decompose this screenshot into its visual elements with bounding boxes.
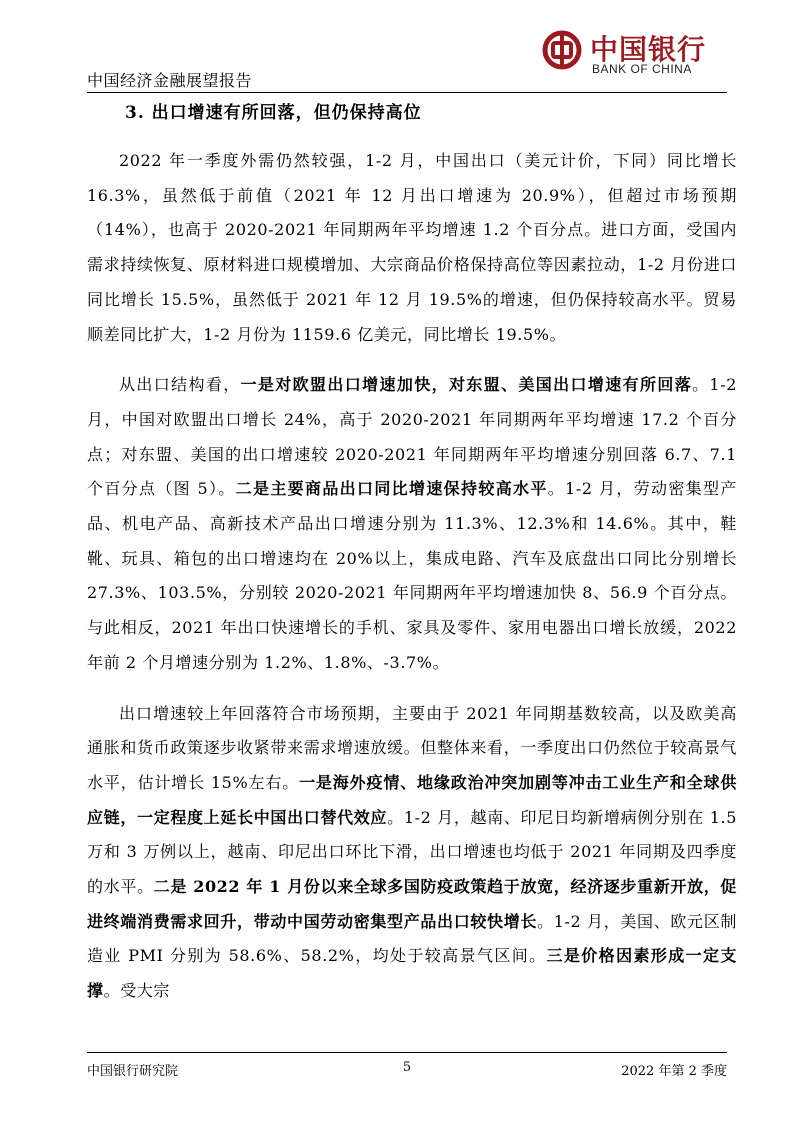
paragraph-text: 出口增速较上年回落符合市场预期，主要由于 2021 年同期基数较高，以及欧美高通胀和货币政策逐步收紧带来需求增速放缓。但整体来看，一季度出口仍然位于较高景气水平，估计增长 15%左右。 bbox=[87, 703, 737, 792]
bold-point-1: 一是海外疫情、地缘政治冲突加剧等冲击工业生产和全球供应链，一定程度上延长中国出口替代效应 bbox=[87, 772, 737, 827]
footer-divider bbox=[87, 1052, 727, 1053]
header-divider bbox=[87, 92, 727, 93]
footer-period: 2022 年第 2 季度 bbox=[621, 1064, 727, 1079]
section-heading: 3. 出口增速有所回落，但仍保持高位 bbox=[125, 103, 422, 123]
paragraph-trade-overview bbox=[87, 144, 737, 352]
paragraph-text: 。1-2 月，越南、印尼日均新增病例分别在 1.5 万和 3 万例以上，越南、印尼出口环比下滑，出口增速也均低于 2021 年同期及四季度的水平。 bbox=[87, 807, 737, 897]
footer-institution: 中国银行研究院 bbox=[87, 1064, 179, 1079]
paragraph-text: 。1-2 月，美国、欧元区制造业 PMI 分别为 58.6%、58.2%，均处于较高景气区间。 bbox=[87, 911, 737, 966]
bold-point-2: 二是主要商品出口同比增速保持较高水平 bbox=[235, 479, 548, 499]
logo-english-name: BANK OF CHINA bbox=[592, 62, 692, 76]
paragraph-text: 从出口结构看， bbox=[119, 375, 241, 395]
paragraph-text: 。受大宗 bbox=[103, 981, 171, 1001]
paragraph-text: 。1-2 月，劳动密集型产品、机电产品、高新技术产品出口增速分别为 11.3%、12.3%和 14.6%。其中，鞋靴、玩具、箱包的出口增速均在 20%以上，集成电路、汽车及底盘出口同比分别增长 27.3%、103.5%，分别较 2020-2021 年同期两年平均增速加快 8、56.9 个百分点。与此相反，2021 年出口快速增长的手机、家具及零件、家用电器出口增长放缓，2022 年前 2 个月增速分别为 1.2%、1.8%、-3.7%。 bbox=[87, 479, 737, 672]
report-title: 中国经济金融展望报告 bbox=[87, 71, 253, 90]
bold-point-2: 二是 2022 年 1 月份以来全球多国防疫政策趋于放宽，经济逐步重新开放，促进终端消费需求回升，带动中国劳动密集型产品出口较快增长 bbox=[87, 877, 737, 931]
report-body bbox=[87, 96, 737, 1009]
paragraph-export-structure bbox=[87, 368, 737, 680]
logo-chinese-name: 中国银行 bbox=[590, 33, 707, 66]
paragraph-export-outlook bbox=[87, 697, 737, 1009]
page-number: 5 bbox=[402, 1060, 412, 1075]
bold-point-1: 一是对欧盟出口增速加快，对东盟、美国出口增速有所回落 bbox=[240, 375, 693, 395]
bold-point-3: 三是价格因素形成一定支撑 bbox=[87, 946, 737, 1001]
paragraph-text: 2022 年一季度外需仍然较强，1-2 月，中国出口（美元计价，下同）同比增长 16.3%，虽然低于前值（2021 年 12 月出口增速为 20.9%），但超过市场预期（14%），也高于 2020-2021 年同期两年平均增速 1.2 个百分点。进口方面，受国内需求持续恢复、原材料进口规模增加、大宗商品价格保持高位等因素拉动，1-2 月份进口同比增长 15.5%，虽然低于 2021 年 12 月 19.5%的增速，但仍保持较高水平。贸易顺差同比扩大，1-2 月份为 1159.6 亿美元，同比增长 19.5%。 bbox=[87, 151, 737, 344]
bank-of-china-emblem-icon bbox=[542, 30, 582, 70]
bank-of-china-logo bbox=[542, 24, 727, 80]
page-footer bbox=[87, 1052, 727, 1079]
paragraph-text: 。1-2 月，中国对欧盟出口增长 24%，高于 2020-2021 年同期两年平均增速 17.2 个百分点；对东盟、美国的出口增速较 2020-2021 年同期两年平均增速分别回落 6.7、7.1 个百分点（图 5）。 bbox=[87, 375, 737, 499]
page-header bbox=[87, 24, 727, 94]
